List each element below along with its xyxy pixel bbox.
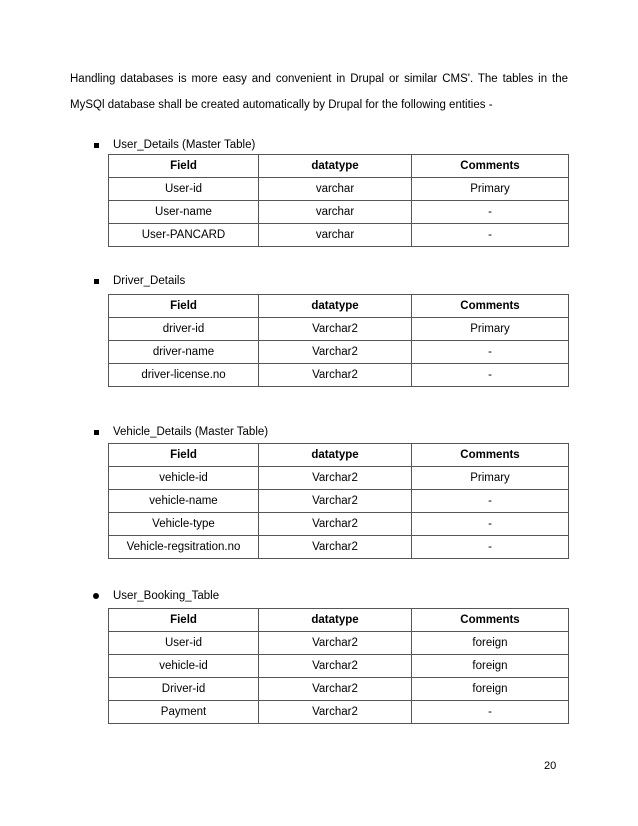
cell-field: vehicle-name	[109, 490, 259, 513]
cell-datatype: Varchar2	[259, 632, 412, 655]
cell-field: Driver-id	[109, 678, 259, 701]
header-field: Field	[109, 155, 259, 178]
section-title: Driver_Details	[113, 275, 186, 287]
cell-comments: Primary	[412, 467, 569, 490]
cell-field: driver-id	[109, 318, 259, 341]
round-bullet-icon	[93, 593, 99, 599]
cell-field: driver-name	[109, 341, 259, 364]
table-row	[109, 513, 569, 536]
cell-datatype: Varchar2	[259, 318, 412, 341]
header-datatype: datatype	[259, 609, 412, 632]
square-bullet-icon	[94, 143, 99, 148]
table-row	[109, 467, 569, 490]
table-row	[109, 536, 569, 559]
section-title: User_Details (Master Table)	[113, 139, 256, 151]
table-header-row	[109, 609, 569, 632]
cell-comments: -	[412, 364, 569, 387]
section-heading-user-booking	[92, 588, 219, 604]
cell-field: User-name	[109, 201, 259, 224]
cell-field: User-id	[109, 632, 259, 655]
header-field: Field	[109, 444, 259, 467]
square-bullet-icon	[94, 279, 99, 284]
cell-datatype: Varchar2	[259, 701, 412, 724]
cell-comments: -	[412, 201, 569, 224]
table-row	[109, 490, 569, 513]
table-header-row	[109, 444, 569, 467]
cell-datatype: Varchar2	[259, 341, 412, 364]
header-comments: Comments	[412, 609, 569, 632]
cell-comments: -	[412, 224, 569, 247]
table-row	[109, 655, 569, 678]
header-field: Field	[109, 609, 259, 632]
cell-comments: -	[412, 513, 569, 536]
header-datatype: datatype	[259, 155, 412, 178]
cell-comments: foreign	[412, 655, 569, 678]
cell-datatype: Varchar2	[259, 467, 412, 490]
user-booking-table	[108, 608, 569, 724]
user-details-table	[108, 154, 569, 247]
table-row	[109, 678, 569, 701]
header-comments: Comments	[412, 295, 569, 318]
cell-field: vehicle-id	[109, 467, 259, 490]
table-header-row	[109, 295, 569, 318]
table-row	[109, 224, 569, 247]
cell-comments: -	[412, 536, 569, 559]
cell-datatype: varchar	[259, 224, 412, 247]
cell-comments: Primary	[412, 178, 569, 201]
cell-comments: foreign	[412, 678, 569, 701]
header-comments: Comments	[412, 155, 569, 178]
section-title: Vehicle_Details (Master Table)	[113, 426, 269, 438]
cell-comments: foreign	[412, 632, 569, 655]
vehicle-details-table	[108, 443, 569, 559]
table-row	[109, 364, 569, 387]
section-heading-driver-details	[92, 273, 185, 289]
header-field: Field	[109, 295, 259, 318]
cell-field: User-id	[109, 178, 259, 201]
header-datatype: datatype	[259, 295, 412, 318]
cell-datatype: varchar	[259, 178, 412, 201]
header-comments: Comments	[412, 444, 569, 467]
cell-field: Vehicle-regsitration.no	[109, 536, 259, 559]
page-number: 20	[544, 760, 557, 772]
table-row	[109, 701, 569, 724]
table-row	[109, 178, 569, 201]
cell-datatype: Varchar2	[259, 364, 412, 387]
cell-comments: -	[412, 490, 569, 513]
cell-datatype: varchar	[259, 201, 412, 224]
header-datatype: datatype	[259, 444, 412, 467]
section-heading-user-details	[92, 137, 255, 153]
table-row	[109, 318, 569, 341]
section-heading-vehicle-details	[92, 424, 268, 440]
intro-paragraph: Handling databases is more easy and convenient in Drupal or similar CMS'. The tables in the MySQl database shall be created automatically by Drupal for the following entities -	[70, 73, 568, 111]
cell-datatype: Varchar2	[259, 678, 412, 701]
cell-field: vehicle-id	[109, 655, 259, 678]
cell-comments: -	[412, 341, 569, 364]
cell-comments: Primary	[412, 318, 569, 341]
table-row	[109, 341, 569, 364]
square-bullet-icon	[94, 430, 99, 435]
section-title: User_Booking_Table	[113, 590, 220, 602]
cell-field: driver-license.no	[109, 364, 259, 387]
table-row	[109, 632, 569, 655]
table-header-row	[109, 155, 569, 178]
cell-datatype: Varchar2	[259, 513, 412, 536]
driver-details-table	[108, 294, 569, 387]
cell-field: Payment	[109, 701, 259, 724]
cell-field: Vehicle-type	[109, 513, 259, 536]
cell-datatype: Varchar2	[259, 490, 412, 513]
cell-datatype: Varchar2	[259, 536, 412, 559]
cell-comments: -	[412, 701, 569, 724]
cell-field: User-PANCARD	[109, 224, 259, 247]
table-row	[109, 201, 569, 224]
cell-datatype: Varchar2	[259, 655, 412, 678]
